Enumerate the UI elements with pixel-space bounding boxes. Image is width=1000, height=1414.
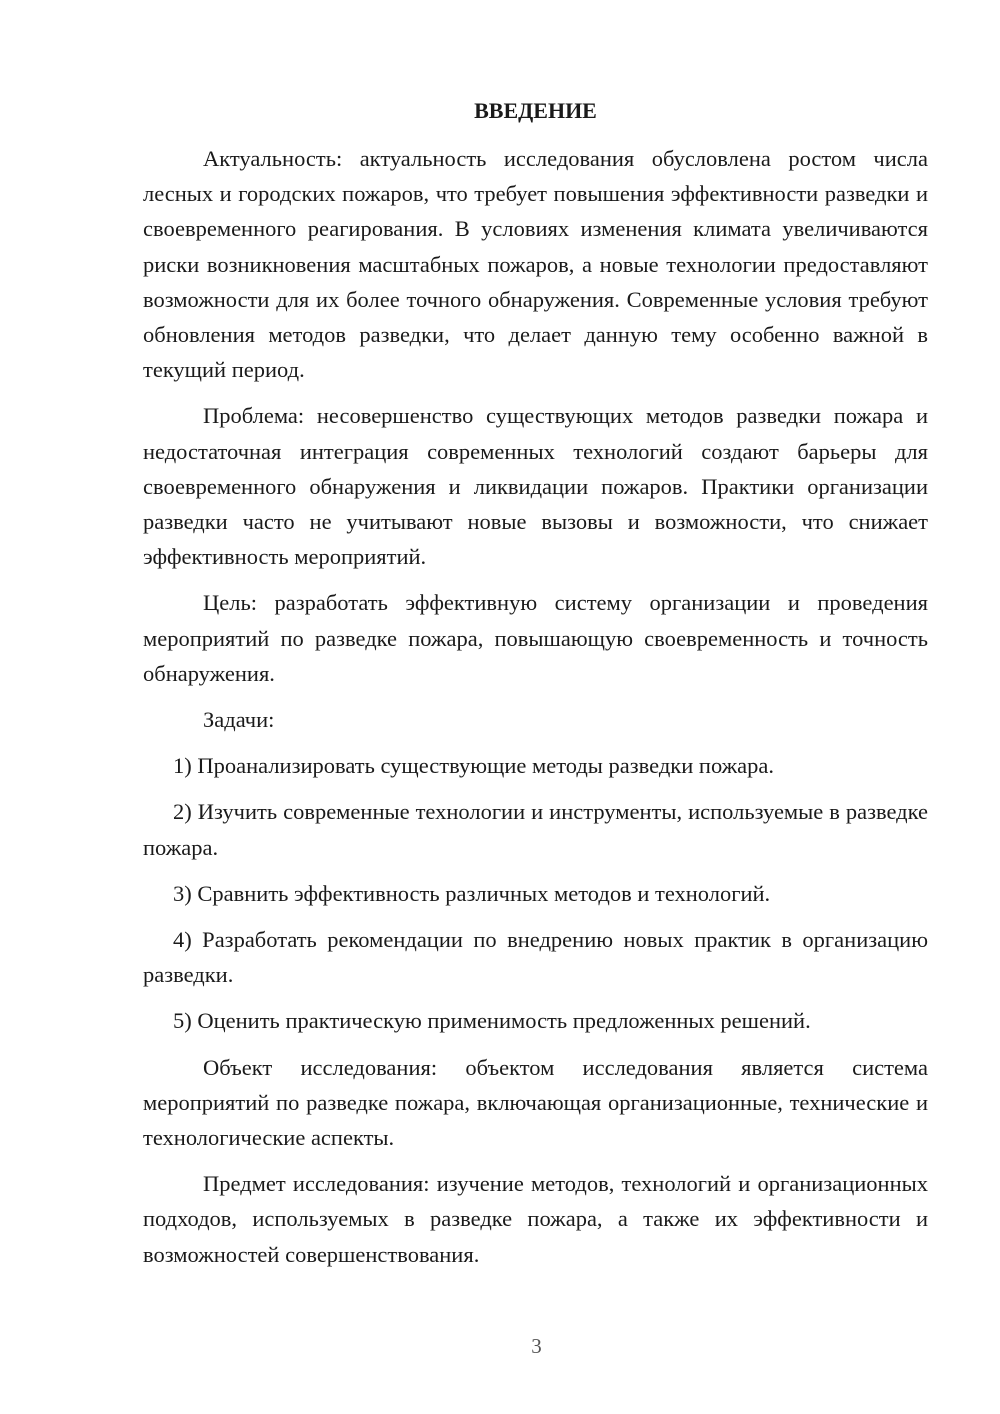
page-title: ВВЕДЕНИЕ [474, 98, 597, 123]
tasks-heading: Задачи: [203, 707, 275, 733]
goal-paragraph: Цель: разработать эффективную систему организации и проведения мероприятий по разведке пожара, повышающую своевременность и точность обнаружения. [143, 590, 928, 686]
task-item-2: 2) Изучить современные технологии и инструменты, используемые в разведке пожара. [143, 799, 928, 860]
object-paragraph: Объект исследования: объектом исследования является система мероприятий по разведке пожара, включающая организационные, технические и технологические аспекты. [143, 1054, 928, 1151]
relevance-paragraph: Актуальность: актуальность исследования обусловлена ростом числа лесных и городских пожаров, что требует повышения эффективности разведки и своевременного реагирования. В условиях изменения климата увеличиваются риски возникновения масштабных пожаров, а новые технологии предоставляют возможности для их более точного обнаружения. Современные условия требуют обновления методов разведки, что делает данную тему особенно важной в текущий период. [143, 146, 928, 383]
document-page [143, 94, 928, 1283]
page-number: 3 [531, 1334, 542, 1358]
task-item-4: 4) Разработать рекомендации по внедрению новых практик в организацию разведки. [143, 927, 928, 988]
subject-paragraph: Предмет исследования: изучение методов, технологий и организационных подходов, используемых в разведке пожара, а также их эффективности и возможностей совершенствования. [143, 1171, 928, 1267]
task-item-3: 3) Сравнить эффективность различных методов и технологий. [173, 880, 771, 906]
task-item-5: 5) Оценить практическую применимость предложенных решений. [173, 1008, 811, 1034]
task-item-1: 1) Проанализировать существующие методы разведки пожара. [173, 753, 775, 779]
problem-paragraph: Проблема: несовершенство существующих методов разведки пожара и недостаточная интеграция современных технологий создают барьеры для своевременного обнаружения и ликвидации пожаров. Практики организации разведки часто не учитывают новые вызовы и возможности, что снижает эффективность мероприятий. [143, 403, 928, 570]
